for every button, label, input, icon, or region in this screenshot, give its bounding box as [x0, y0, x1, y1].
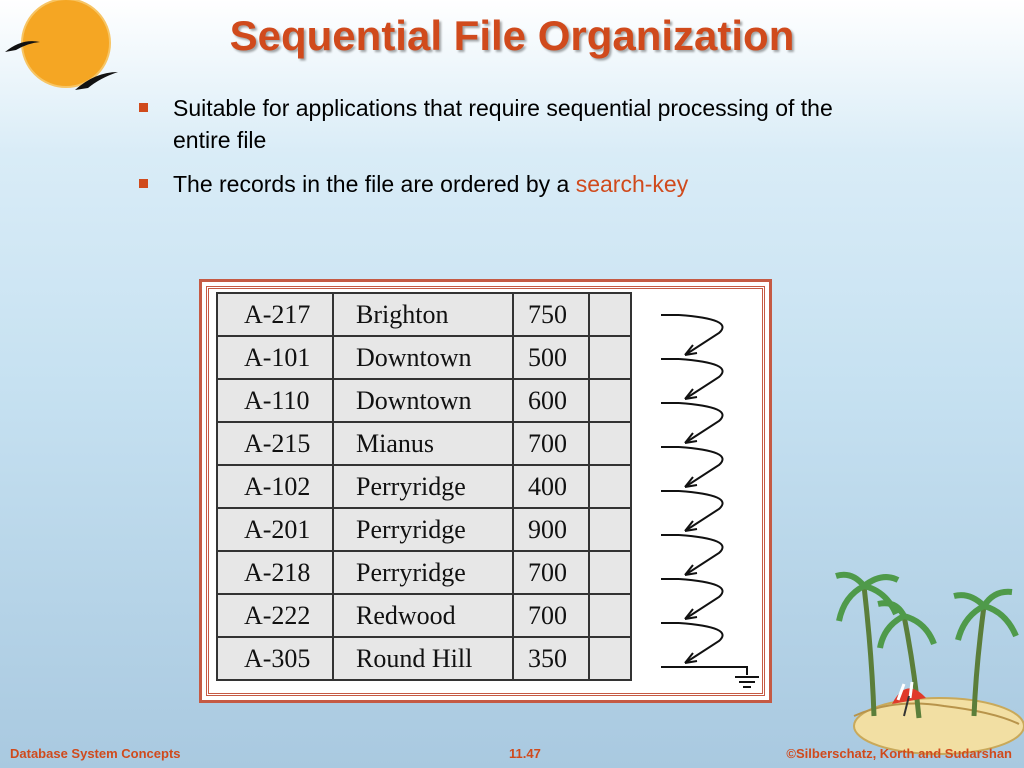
pointer-cell	[589, 594, 631, 637]
footer-copyright: ©Silberschatz, Korth and Sudarshan	[786, 746, 1012, 761]
pointer-cell	[589, 336, 631, 379]
bullet-text: The records in the file are ordered by a	[173, 171, 576, 197]
bullet-square-icon	[139, 103, 148, 112]
balance-cell: 350	[513, 637, 589, 680]
table-row	[217, 508, 631, 551]
bullet-square-icon	[139, 179, 148, 188]
bullet-item	[135, 92, 855, 156]
record-pointer-arrows	[655, 292, 765, 692]
pointer-cell	[589, 422, 631, 465]
account-number-cell: A-102	[217, 465, 333, 508]
next-record-arrow	[679, 579, 723, 619]
pointer-cell	[589, 637, 631, 680]
balance-cell: 900	[513, 508, 589, 551]
search-key-highlight: search-key	[575, 171, 689, 197]
balance-cell: 400	[513, 465, 589, 508]
account-number-cell: A-218	[217, 551, 333, 594]
account-number-cell: A-110	[217, 379, 333, 422]
pointer-cell	[589, 293, 631, 336]
next-record-arrow	[679, 359, 723, 399]
account-number-cell: A-215	[217, 422, 333, 465]
branch-name-cell: Perryridge	[333, 465, 513, 508]
account-number-cell: A-222	[217, 594, 333, 637]
next-record-arrow	[679, 315, 723, 355]
balance-cell: 700	[513, 551, 589, 594]
account-number-cell: A-305	[217, 637, 333, 680]
table-row	[217, 293, 631, 336]
branch-name-cell: Downtown	[333, 336, 513, 379]
branch-name-cell: Downtown	[333, 379, 513, 422]
branch-name-cell: Redwood	[333, 594, 513, 637]
next-record-arrow	[679, 623, 723, 663]
table-row	[217, 465, 631, 508]
account-number-cell: A-217	[217, 293, 333, 336]
table-row	[217, 637, 631, 680]
pointer-cell	[589, 551, 631, 594]
next-record-arrow	[679, 447, 723, 487]
page-title: Sequential File Organization	[229, 12, 795, 59]
branch-name-cell: Perryridge	[333, 551, 513, 594]
null-pointer-ground-icon	[679, 667, 759, 687]
bullet-list	[135, 92, 855, 212]
branch-name-cell: Mianus	[333, 422, 513, 465]
table-row	[217, 551, 631, 594]
next-record-arrow	[679, 403, 723, 443]
balance-cell: 750	[513, 293, 589, 336]
pointer-cell	[589, 508, 631, 551]
palm-island-icon	[834, 566, 1024, 756]
next-record-arrow	[679, 535, 723, 575]
table-row	[217, 594, 631, 637]
balance-cell: 600	[513, 379, 589, 422]
table-row	[217, 336, 631, 379]
branch-name-cell: Round Hill	[333, 637, 513, 680]
account-number-cell: A-101	[217, 336, 333, 379]
pointer-cell	[589, 379, 631, 422]
table-row	[217, 379, 631, 422]
balance-cell: 500	[513, 336, 589, 379]
balance-cell: 700	[513, 594, 589, 637]
sequential-file-table	[216, 292, 632, 681]
footer-course-title: Database System Concepts	[10, 746, 181, 761]
account-number-cell: A-201	[217, 508, 333, 551]
bullet-text: Suitable for applications that require sequential processing of the entire file	[173, 95, 833, 153]
branch-name-cell: Perryridge	[333, 508, 513, 551]
footer-slide-number: 11.47	[509, 746, 541, 761]
table-row	[217, 422, 631, 465]
branch-name-cell: Brighton	[333, 293, 513, 336]
bullet-item	[135, 168, 855, 200]
balance-cell: 700	[513, 422, 589, 465]
pointer-cell	[589, 465, 631, 508]
next-record-arrow	[679, 491, 723, 531]
